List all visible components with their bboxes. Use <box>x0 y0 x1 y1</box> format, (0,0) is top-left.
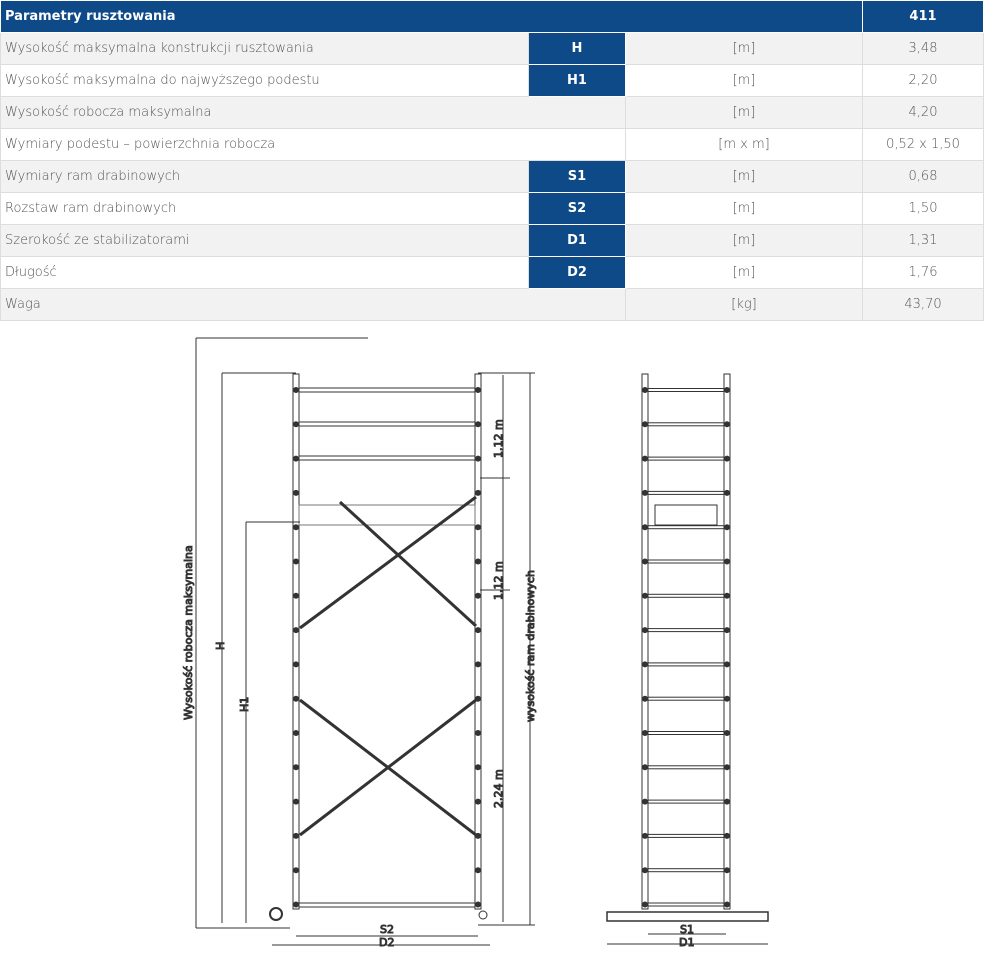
joint-dot <box>725 593 730 598</box>
label-h: H <box>214 641 227 650</box>
joint-dot <box>294 765 299 770</box>
joint-dot <box>725 628 730 633</box>
side-upright <box>724 374 730 909</box>
joint-dot <box>725 490 730 495</box>
joint-dot <box>476 731 481 736</box>
row-code: D2 <box>529 257 626 289</box>
joint-dot <box>294 593 299 598</box>
side-base <box>607 912 768 921</box>
table-row <box>1 97 984 129</box>
joint-dot <box>643 833 648 838</box>
joint-dot <box>725 456 730 461</box>
joint-dot <box>294 833 299 838</box>
joint-dot <box>476 525 481 530</box>
scaffold-drawing <box>0 330 984 960</box>
side-rung <box>648 526 724 529</box>
joint-dot <box>643 388 648 393</box>
side-rung <box>648 423 724 426</box>
side-rung <box>648 457 724 460</box>
row-label: Długość <box>1 257 529 289</box>
upright <box>475 374 481 909</box>
joint-dot <box>643 662 648 667</box>
label-seg1: 1,12 m <box>492 419 505 458</box>
row-value: 1,31 <box>863 225 984 257</box>
joint-dot <box>643 559 648 564</box>
joint-dot <box>725 765 730 770</box>
rung <box>299 422 475 426</box>
row-code: H1 <box>529 65 626 97</box>
row-value: 0,52 x 1,50 <box>863 129 984 161</box>
row-label: Wymiary podestu – powierzchnia robocza <box>1 129 626 161</box>
row-unit: [m] <box>626 257 863 289</box>
upright <box>293 374 299 909</box>
row-unit: [m] <box>626 65 863 97</box>
row-value: 4,20 <box>863 97 984 129</box>
side-rung <box>648 732 724 735</box>
row-value: 2,20 <box>863 65 984 97</box>
joint-dot <box>725 525 730 530</box>
table-row <box>1 161 984 193</box>
row-unit: [m] <box>626 33 863 65</box>
table-header <box>1 1 984 33</box>
table-row <box>1 257 984 289</box>
joint-dot <box>643 490 648 495</box>
joint-dot <box>294 628 299 633</box>
joint-dot <box>294 902 299 907</box>
joint-dot <box>643 593 648 598</box>
joint-dot <box>294 388 299 393</box>
side-rung <box>648 800 724 803</box>
side-rung <box>648 594 724 597</box>
table-row <box>1 33 984 65</box>
joint-dot <box>294 456 299 461</box>
side-rung <box>648 869 724 872</box>
joint-dot <box>476 388 481 393</box>
joint-dot <box>476 799 481 804</box>
row-unit: [m] <box>626 193 863 225</box>
joint-dot <box>643 731 648 736</box>
side-rung <box>648 834 724 837</box>
joint-dot <box>725 902 730 907</box>
side-rung <box>648 697 724 700</box>
label-s2: S2 <box>380 923 394 936</box>
label-d2: D2 <box>379 936 395 949</box>
label-frame-height: wysokość ram drabinowych <box>524 570 537 722</box>
row-value: 0,68 <box>863 161 984 193</box>
joint-dot <box>725 422 730 427</box>
joint-dot <box>476 765 481 770</box>
label-s1: S1 <box>680 923 694 936</box>
joint-dot <box>643 868 648 873</box>
parameters-table <box>0 0 984 321</box>
joint-dot <box>725 662 730 667</box>
label-d1: D1 <box>679 936 695 949</box>
table-row <box>1 193 984 225</box>
joint-dot <box>643 696 648 701</box>
joint-dot <box>643 799 648 804</box>
joint-dot <box>643 765 648 770</box>
joint-dot <box>643 456 648 461</box>
table-row <box>1 65 984 97</box>
joint-dot <box>476 662 481 667</box>
joint-dot <box>725 833 730 838</box>
joint-dot <box>643 902 648 907</box>
platform-deck <box>299 505 475 525</box>
side-platform <box>655 505 717 525</box>
header-title: Parametry rusztowania <box>1 1 863 33</box>
joint-dot <box>476 593 481 598</box>
row-label: Rozstaw ram drabinowych <box>1 193 529 225</box>
joint-dot <box>476 868 481 873</box>
row-unit: [m x m] <box>626 129 863 161</box>
label-seg3: 2,24 m <box>492 769 505 808</box>
row-value: 1,50 <box>863 193 984 225</box>
rung <box>299 456 475 460</box>
rung <box>299 903 475 907</box>
joint-dot <box>294 525 299 530</box>
row-unit: [m] <box>626 161 863 193</box>
row-value: 43,70 <box>863 289 984 321</box>
joint-dot <box>725 696 730 701</box>
joint-dot <box>476 422 481 427</box>
joint-dot <box>294 490 299 495</box>
joint-dot <box>725 799 730 804</box>
side-upright <box>642 374 648 909</box>
row-label: Waga <box>1 289 626 321</box>
joint-dot <box>643 422 648 427</box>
joint-dot <box>294 868 299 873</box>
row-unit: [m] <box>626 97 863 129</box>
wheel <box>270 908 282 920</box>
table-row <box>1 225 984 257</box>
row-unit: [kg] <box>626 289 863 321</box>
row-code: H <box>529 33 626 65</box>
side-rung <box>648 389 724 392</box>
side-rung <box>648 903 724 906</box>
table-row <box>1 289 984 321</box>
joint-dot <box>725 559 730 564</box>
joint-dot <box>294 662 299 667</box>
row-label: Wysokość robocza maksymalna <box>1 97 626 129</box>
side-rung <box>648 491 724 494</box>
rung <box>299 388 475 392</box>
label-work-height: Wysokość robocza maksymalna <box>182 545 195 720</box>
joint-dot <box>725 388 730 393</box>
diagonal-brace <box>340 502 476 626</box>
side-rung <box>648 663 724 666</box>
joint-dot <box>476 628 481 633</box>
joint-dot <box>476 559 481 564</box>
row-code: S2 <box>529 193 626 225</box>
joint-dot <box>643 525 648 530</box>
table-row <box>1 129 984 161</box>
joint-dot <box>643 628 648 633</box>
joint-dot <box>294 696 299 701</box>
label-seg2: 1,12 m <box>492 561 505 600</box>
joint-dot <box>476 902 481 907</box>
diagonal-brace <box>300 497 476 628</box>
label-h1: H1 <box>238 696 251 712</box>
row-value: 1,76 <box>863 257 984 289</box>
row-unit: [m] <box>626 225 863 257</box>
joint-dot <box>476 456 481 461</box>
joint-dot <box>294 731 299 736</box>
joint-dot <box>294 799 299 804</box>
side-rung <box>648 629 724 632</box>
side-rung <box>648 766 724 769</box>
row-code: S1 <box>529 161 626 193</box>
joint-dot <box>725 731 730 736</box>
joint-dot <box>294 559 299 564</box>
row-code: D1 <box>529 225 626 257</box>
joint-dot <box>476 490 481 495</box>
header-model: 411 <box>863 1 984 33</box>
foot <box>479 911 487 919</box>
row-value: 3,48 <box>863 33 984 65</box>
joint-dot <box>294 422 299 427</box>
row-label: Wysokość maksymalna konstrukcji rusztowania <box>1 33 529 65</box>
row-label: Wymiary ram drabinowych <box>1 161 529 193</box>
row-label: Szerokość ze stabilizatorami <box>1 225 529 257</box>
side-rung <box>648 560 724 563</box>
joint-dot <box>725 868 730 873</box>
row-label: Wysokość maksymalna do najwyższego podestu <box>1 65 529 97</box>
